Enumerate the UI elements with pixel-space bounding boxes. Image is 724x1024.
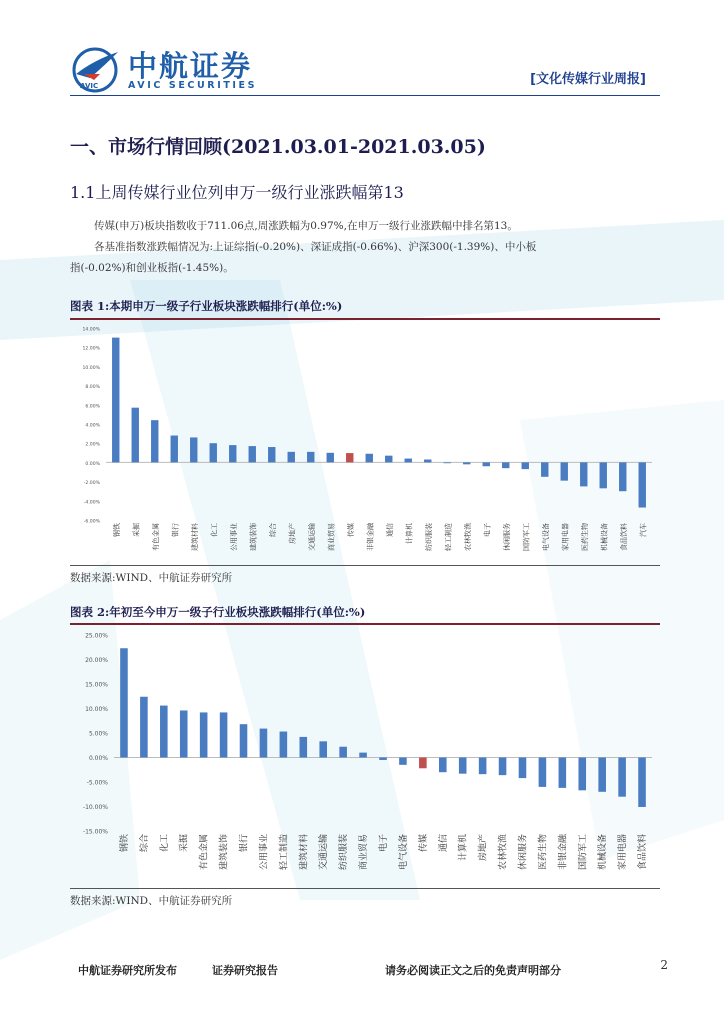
bar-10 [288, 452, 295, 463]
y-tick-label: 14.00% [82, 327, 100, 333]
bar-18 [459, 758, 467, 774]
bar-7 [240, 724, 248, 757]
y-tick-label: 10.00% [82, 365, 100, 371]
category-label: 国防军工 [578, 834, 589, 871]
category-label: 有色金属 [151, 523, 160, 551]
footer-publisher: 中航证券研究所发布 [78, 964, 177, 977]
bar-21 [502, 462, 509, 468]
bar-23 [559, 758, 567, 788]
bar-23 [541, 462, 548, 476]
category-label: 传媒 [346, 523, 355, 537]
footer-disclaimer: 请务必阅读正文之后的免责声明部分 [385, 964, 561, 977]
bar-8 [249, 446, 256, 462]
category-label: 家用电器 [561, 523, 570, 551]
category-label: 银行 [239, 834, 250, 853]
category-label: 休闲服务 [502, 523, 511, 551]
bar-6 [220, 712, 228, 757]
bar-26 [618, 758, 626, 797]
category-label: 建筑材料 [299, 834, 310, 871]
category-label: 房地产 [478, 834, 489, 862]
category-label: 采掘 [132, 523, 141, 537]
bar-25 [580, 462, 587, 486]
category-label: 通信 [385, 523, 394, 537]
bar-20 [483, 462, 490, 466]
subsection-heading: 1.1上周传媒行业位列申万一级行业涨跌幅第13 [70, 183, 404, 202]
category-label: 房地产 [288, 523, 297, 544]
logo-badge-text: AVIC [80, 82, 99, 90]
bar-27 [619, 462, 626, 491]
category-label: 国防军工 [522, 523, 531, 551]
bar-24 [578, 758, 586, 791]
company-logo [70, 44, 260, 94]
category-label: 电气设备 [398, 834, 409, 871]
y-tick-label: 12.00% [82, 346, 100, 352]
report-type-tag: [文化传媒行业周报] [530, 72, 646, 87]
figure-1-source: 数据来源:WIND、中航证券研究所 [70, 572, 233, 584]
y-tick-label: 25.00% [85, 632, 108, 640]
bar-5 [200, 712, 208, 757]
bar-17 [439, 758, 447, 773]
bar-7 [229, 445, 236, 462]
bar-13 [359, 753, 367, 758]
bar-16 [419, 758, 427, 769]
category-label: 建筑装饰 [219, 834, 230, 871]
y-tick-label: -6.00% [83, 519, 100, 525]
plane-logo-icon [70, 44, 122, 94]
y-tick-label: -5.00% [86, 779, 108, 787]
y-tick-label: -2.00% [83, 481, 100, 487]
category-label: 机械设备 [600, 523, 609, 551]
bar-15 [385, 456, 392, 463]
category-label: 电子 [483, 523, 492, 537]
category-label: 建筑装饰 [249, 523, 258, 551]
category-label: 机械设备 [598, 834, 609, 871]
bar-19 [479, 758, 487, 775]
figure-1-top-rule [70, 318, 660, 320]
category-label: 商业贸易 [359, 834, 370, 871]
bar-14 [366, 454, 373, 463]
category-label: 医药生物 [538, 834, 549, 871]
bar-2 [140, 697, 148, 758]
y-tick-label: 0.00% [85, 461, 100, 467]
bar-22 [522, 462, 529, 469]
category-label: 医药生物 [580, 523, 589, 551]
category-label: 计算机 [405, 523, 414, 544]
category-label: 电气设备 [541, 523, 550, 551]
category-label: 农林牧渔 [498, 834, 509, 871]
bar-17 [424, 460, 431, 463]
bar-12 [327, 453, 334, 463]
bar-13 [346, 453, 353, 462]
category-label: 通信 [438, 834, 449, 853]
category-label: 传媒 [418, 834, 429, 853]
bar-1 [120, 648, 128, 757]
category-label: 化工 [210, 523, 219, 537]
category-label: 银行 [171, 523, 180, 537]
bar-16 [405, 459, 412, 463]
category-label: 计算机 [458, 834, 469, 862]
category-label: 有色金属 [199, 834, 210, 871]
header-divider [70, 95, 660, 96]
category-label: 非银金融 [558, 834, 569, 871]
bar-28 [639, 462, 646, 507]
y-tick-label: 4.00% [85, 423, 100, 429]
bar-22 [539, 758, 547, 787]
category-label: 纺织服装 [424, 523, 433, 551]
bar-8 [260, 729, 268, 758]
category-label: 钢铁 [119, 834, 130, 853]
bar-15 [399, 758, 407, 765]
logo-chinese-text: 中航证券 [128, 49, 253, 83]
figure-2-top-rule [70, 623, 660, 625]
y-tick-label: 10.00% [85, 706, 108, 713]
category-label: 商业贸易 [327, 523, 336, 551]
bar-21 [519, 758, 527, 779]
category-label: 食品饮料 [619, 523, 628, 551]
summary-paragraph-2b: 指(-0.02%)和创业板指(-1.45%)。 [70, 262, 234, 274]
y-tick-label: 0.00% [88, 755, 108, 762]
figure-2-chart [70, 627, 660, 885]
logo-english-text: AVIC SECURITIES [128, 80, 258, 91]
category-label: 轻工制造 [279, 834, 290, 871]
summary-paragraph-1: 传媒(申万)板块指数收于711.06点,周涨跌幅为0.97%,在申万一级行业涨跌幅中排名第13。 [94, 220, 518, 232]
bar-3 [160, 706, 168, 758]
bar-11 [307, 452, 314, 463]
bar-24 [561, 462, 568, 480]
category-label: 轻工制造 [444, 523, 453, 551]
figure-1-chart [70, 322, 660, 562]
bar-12 [339, 747, 347, 758]
bar-20 [499, 758, 507, 776]
category-label: 食品饮料 [638, 834, 649, 871]
y-tick-label: -4.00% [83, 500, 100, 506]
bar-10 [300, 737, 308, 758]
bar-1 [112, 338, 119, 463]
figure-2-bottom-rule [70, 888, 660, 889]
bar-14 [379, 758, 387, 760]
figure-1-bottom-rule [70, 565, 660, 566]
y-tick-label: 5.00% [88, 730, 108, 738]
bar-4 [180, 710, 188, 757]
bar-6 [210, 443, 217, 462]
y-tick-label: 6.00% [85, 404, 100, 410]
y-tick-label: 15.00% [85, 681, 108, 689]
bar-26 [600, 462, 607, 488]
category-label: 电子 [379, 834, 389, 853]
bar-27 [638, 758, 646, 807]
bar-25 [598, 758, 606, 792]
category-label: 采掘 [179, 834, 190, 853]
category-label: 家用电器 [618, 834, 629, 871]
category-label: 休闲服务 [518, 834, 529, 871]
bar-9 [268, 447, 275, 462]
figure-1-title: 图表 1:本期申万一级子行业板块涨跌幅排行(单位:%) [70, 299, 343, 313]
bar-18 [444, 462, 451, 463]
category-label: 钢铁 [112, 523, 121, 537]
figure-2-source: 数据来源:WIND、中航证券研究所 [70, 895, 233, 907]
category-label: 化工 [159, 834, 170, 853]
page-number: 2 [660, 958, 668, 972]
section-heading: 一、市场行情回顾(2021.03.01-2021.03.05) [70, 136, 486, 158]
bar-11 [319, 741, 327, 757]
summary-paragraph-2a: 各基准指数涨跌幅情况为:上证综指(-0.20%)、深证成指(-0.66%)、沪深300(-1.39%)、中小板 [94, 241, 537, 253]
bar-3 [151, 420, 158, 462]
y-tick-label: 20.00% [85, 657, 108, 664]
category-label: 综合 [268, 523, 277, 537]
category-label: 交通运输 [307, 523, 316, 551]
bar-2 [132, 408, 139, 463]
category-label: 纺织服装 [339, 834, 350, 871]
bar-9 [280, 732, 288, 758]
y-tick-label: -15.00% [82, 828, 108, 836]
footer-report-type: 证券研究报告 [212, 964, 278, 977]
category-label: 汽车 [639, 523, 648, 537]
category-label: 交通运输 [319, 834, 330, 871]
category-label: 建筑材料 [190, 523, 199, 551]
y-tick-label: 8.00% [85, 385, 100, 391]
category-label: 非银金融 [366, 523, 375, 551]
bar-4 [171, 436, 178, 463]
category-label: 公用事业 [259, 834, 270, 871]
bar-5 [190, 437, 197, 462]
y-tick-label: 2.00% [85, 442, 100, 448]
category-label: 公用事业 [229, 523, 238, 551]
y-tick-label: -10.00% [82, 804, 108, 811]
figure-2-title: 图表 2:年初至今申万一级子行业板块涨跌幅排行(单位:%) [70, 605, 366, 619]
category-label: 综合 [139, 834, 150, 853]
category-label: 农林牧渔 [463, 523, 472, 551]
bar-19 [463, 462, 470, 464]
